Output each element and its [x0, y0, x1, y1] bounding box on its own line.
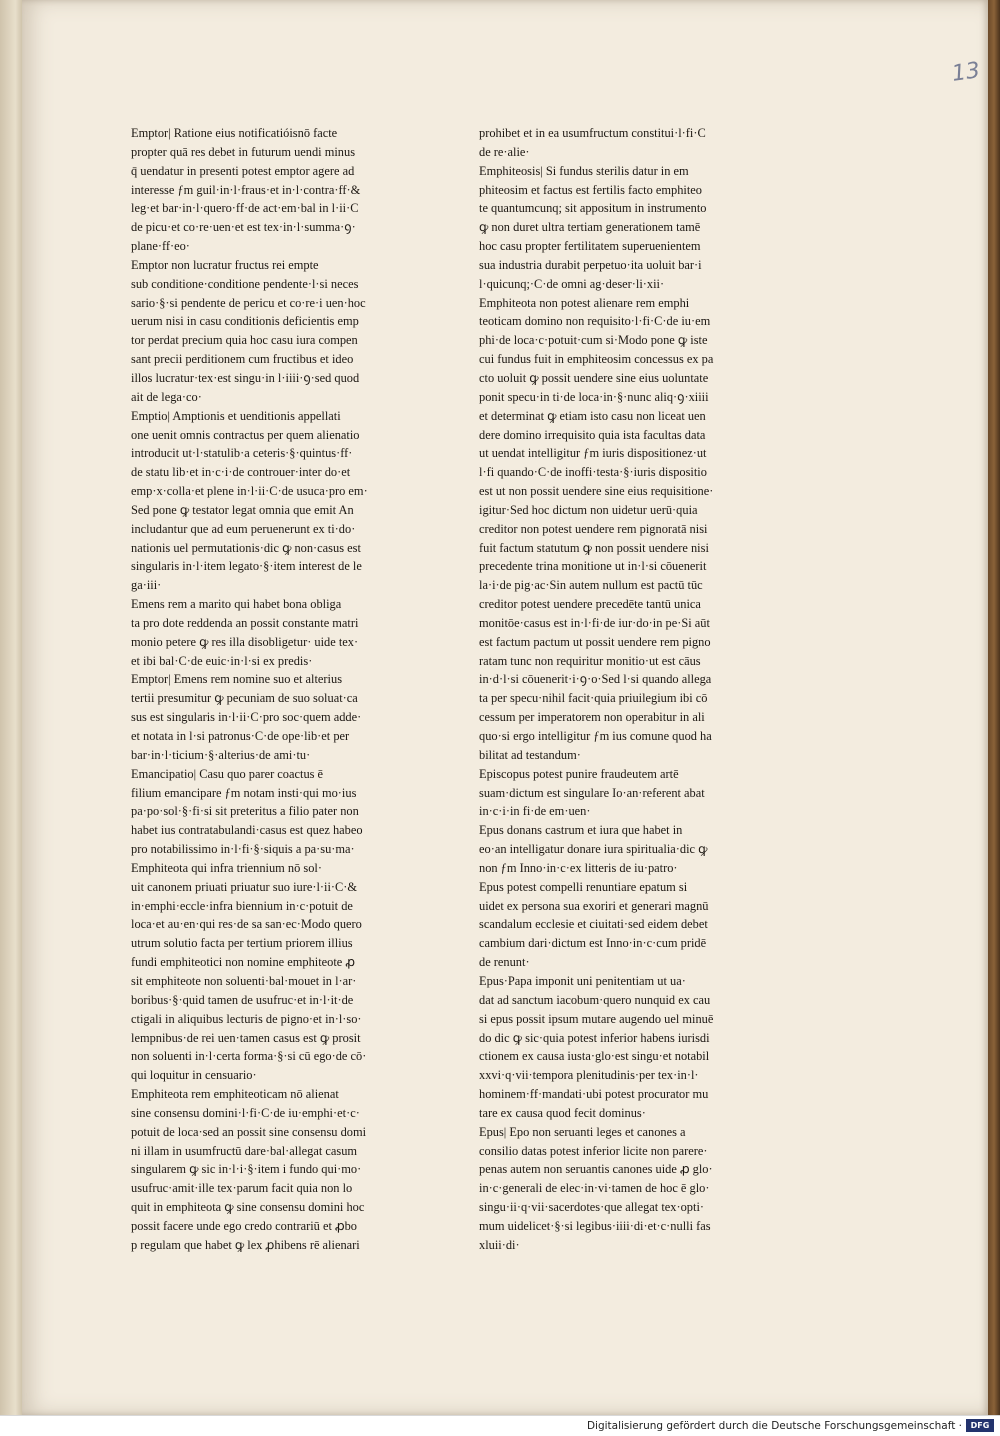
text-line: si epus possit ipsum mutare augendo uel minuē [479, 1011, 714, 1026]
text-line: pa·po·sol·§·fi·si sit preteritus a filio pater non [131, 804, 359, 819]
text-line: lempnibus·de rei uen·tamen casus est ꝙ prosit [131, 1030, 361, 1045]
text-line: introducit ut·l·statulib·a ceteris·§·quintus·ff· [131, 446, 353, 461]
text-line: hominem·ff·mandati·ubi potest procurator mu [479, 1087, 709, 1102]
text-line: Episcopus potest punire fraudeutem artē [479, 766, 679, 781]
text-line: Epus potest compelli renuntiare epatum si [479, 879, 688, 894]
text-line: Epus donans castrum et iura que habet in [479, 823, 683, 838]
text-line: cessum per imperatorem non operabitur in ali [479, 710, 705, 725]
text-line: Sed pone ꝙ testator legat omnia que emit An [131, 502, 354, 517]
text-line: ga·iii· [131, 578, 162, 593]
text-line: eo·an intelligatur donare iura spiritualia·dic ꝙ [479, 842, 708, 857]
text-line: Emphiteota rem emphiteoticam nō alienat [131, 1087, 339, 1102]
text-line: bilitat ad testandum· [479, 747, 581, 762]
text-line: ctionem ex causa iusta·glo·est singu·et notabil [479, 1049, 710, 1064]
text-line: dat ad sanctum iacobum·quero nunquid ex cau [479, 992, 711, 1007]
text-line: xluii·di· [479, 1237, 520, 1252]
text-line: cui fundus fuit in emphiteosim concessus ex pa [479, 352, 714, 367]
left-text-column [131, 124, 417, 1255]
text-line: sua industria durabit perpetuo·ita uoluit bar·i [479, 257, 702, 272]
text-line: igitur·Sed hoc dictum non uidetur uerū·quia [479, 502, 698, 517]
text-line: p regulam que habet ꝙ lex ꝓhibens rē alienari [131, 1237, 360, 1252]
text-line: ut uendat intelligitur ƒm iuris dispositionez·ut [479, 446, 707, 461]
text-line: quo·si ergo intelligitur ƒm ius comune quod ha [479, 729, 712, 743]
text-line: filium emancipare ƒm notam insti·qui mo·ius [131, 785, 357, 800]
text-line: ni illam in usumfructū dare·bal·allegat casum [131, 1143, 358, 1158]
text-line: singularem ꝙ sic in·l·i·§·item i fundo qui·mo· [131, 1162, 362, 1177]
text-line: sant precii perditionem cum fructibus et ideo [131, 352, 354, 367]
text-line: fuit factum statutum ꝙ non possit uendere nisi [479, 540, 709, 555]
text-line: in·d·l·si cōuenerit·i·ꝯ·o·Sed l·si quando allega [479, 672, 712, 687]
text-line: one uenit omnis contractus per quem alienatio [131, 427, 360, 442]
text-line: fundi emphiteotici non nomine emphiteote ꝓ [131, 955, 355, 970]
text-line: tertii presumitur ꝙ pecuniam de suo soluat·ca [131, 691, 358, 706]
text-line: usufruc·amit·ille tex·parum facit quia non lo [131, 1181, 353, 1196]
text-line: suam·dictum est singulare Io·an·referent abat [479, 785, 705, 800]
text-line: ratam tunc non requiritur monitio·ut est cāus [479, 653, 701, 668]
text-line: sus est singularis in·l·ii·C·pro soc·quem adde· [131, 710, 362, 725]
text-line: includantur que ad eum peruenerunt ex ti·do· [131, 521, 356, 536]
text-line: habet ius contratabulandi·casus est quez habeo [131, 823, 363, 838]
text-line: prohibet et in ea usumfructum constitui·l·fi·C [479, 126, 706, 140]
dfg-logo: DFG [966, 1419, 994, 1432]
text-line: nationis uel permutationis·dic ꝙ non·casus est [131, 540, 361, 555]
text-line: ait de lega·co· [131, 389, 202, 404]
text-line: uidet ex persona sua exoriri et generari magnū [479, 898, 709, 913]
text-line: est factum pactum ut possit uendere rem pigno [479, 634, 711, 649]
text-line: cambium dari·dictum est Inno·in·c·cum pridē [479, 936, 707, 951]
text-line: Emens rem a marito qui habet bona obliga [131, 597, 342, 612]
text-line: plane·ff·eo· [131, 239, 190, 254]
text-line: cto uoluit ꝙ possit uendere sine eius uoluntate [479, 370, 709, 385]
text-line: phiteosim et factus est fertilis facto emphiteo [479, 182, 702, 197]
text-line: Emancipatio| Casu quo parer coactus ē [131, 766, 324, 781]
text-line: dere domino irrequisito quia ista facultas data [479, 427, 706, 442]
text-line: monio petere ꝙ res illa disobligetur· uide tex· [131, 634, 359, 649]
text-line: Epus·Papa imponit uni penitentiam ut ua· [479, 973, 686, 988]
text-line: teoticam domino non requisito·l·fi·C·de iu·em [479, 314, 711, 329]
text-line: creditor potest uendere precedēte tantū unica [479, 597, 701, 612]
text-line: Epus| Epo non seruanti leges et canones a [479, 1124, 686, 1139]
text-line: propter quā res debet in futurum uendi minus [131, 144, 356, 159]
text-line: ta per specu·nihil facit·quia priuilegium ibi cō [479, 691, 708, 706]
text-line: est ut non possit uendere sine eius requisitione· [479, 484, 714, 499]
text-line: sub conditione·conditione pendente·l·si neces [131, 276, 359, 291]
text-line: Emphiteota qui infra triennium nō sol· [131, 860, 322, 875]
text-line: loca·et au·en·qui res·de sa san·ec·Modo quero [131, 917, 362, 932]
text-line: singu·ii·q·vii·sacerdotes·que allegat tex·opti· [479, 1200, 705, 1215]
text-line: boribus·§·quid tamen de usufruc·et in·l·it·de [131, 992, 354, 1007]
text-line: et ibi bal·C·de euic·in·l·si ex predis· [131, 653, 313, 668]
text-line: Emptor| Emens rem nomine suo et alterius [131, 672, 343, 687]
text-line: do dic ꝙ sic·quia potest inferior habens iurisdi [479, 1030, 710, 1045]
text-line: ponit specu·in ti·de loca·in·§·nunc aliq·ꝯ·xiiii [479, 389, 709, 404]
text-line: de statu lib·et in·c·i·de controuer·inter do·et [131, 465, 351, 480]
text-line: Emphiteosis| Si fundus sterilis datur in em [479, 163, 689, 178]
text-line: Emptor non lucratur fructus rei empte [131, 257, 319, 272]
text-line: interesse ƒm guil·in·l·fraus·et in·l·contra·ff·& [131, 182, 361, 197]
text-line: creditor non potest uendere rem pignoratā nisi [479, 521, 708, 536]
text-line: q̄ uendatur in presenti potest emptor agere ad [131, 163, 355, 178]
folio-mark: 13 [950, 58, 982, 87]
text-line: de picu·et co·re·uen·et est tex·in·l·summa·ꝯ· [131, 220, 356, 235]
text-line: non soluenti in·l·certa forma·§·si cū ego·de cō· [131, 1049, 367, 1064]
text-line: penas autem non seruantis canones uide ꝓ glo· [479, 1162, 713, 1177]
text-line: l·quicunq;·C·de omni ag·deser·li·xii· [479, 276, 665, 291]
text-line: leg·et bar·in·l·quero·ff·de act·em·bal in l·ii·C [131, 201, 359, 216]
text-line: precedente trina monitione ut in·l·si cōuenerit [479, 559, 707, 574]
text-line: Emphiteota non potest alienare rem emphi [479, 295, 690, 310]
text-line: emp·x·colla·et plene in·l·ii·C·de usuca·pro em· [131, 484, 368, 499]
text-line: quit in emphiteota ꝙ sine consensu domini hoc [131, 1200, 365, 1215]
text-line: in·c·i·in fi·de em·uen· [479, 804, 591, 819]
text-line: illos lucratur·tex·est singu·in l·iiii·ꝯ·sed quod [131, 370, 360, 385]
text-line: monitōe·casus est in·l·fi·de iur·do·in pe·Si aūt [479, 615, 710, 630]
text-line: bar·in·l·ticium·§·alterius·de ami·tu· [131, 747, 311, 762]
text-line: phi·de loca·c·potuit·cum si·Modo pone ꝙ iste [479, 333, 708, 348]
text-line: ꝙ non duret ultra tertiam generationem tamē [479, 220, 701, 235]
text-line: sine consensu domini·l·fi·C·de iu·emphi·et·c· [131, 1105, 360, 1120]
footer-bar [0, 1415, 1000, 1436]
right-text-column [479, 124, 765, 1255]
text-line: Emptor| Ratione eius notificatióisnō facte [131, 126, 338, 140]
funding-credit: Digitalisierung gefördert durch die Deutsche Forschungsgemeinschaft · [586, 1420, 962, 1432]
text-line: tare ex causa quod fecit dominus· [479, 1105, 646, 1120]
text-line: possit facere unde ego credo contrariū et ꝓbo [131, 1218, 357, 1233]
text-line: utrum solutio facta per tertium priorem illius [131, 936, 353, 951]
text-line: consilio datas potest inferior licite non parere· [479, 1143, 708, 1158]
text-line: in·emphi·eccle·infra biennium in·c·potuit de [131, 898, 353, 913]
text-line: et notata in l·si patronus·C·de ope·lib·et per [131, 729, 350, 743]
text-line: Emptio| Amptionis et uenditionis appellati [131, 408, 341, 423]
text-line: singularis in·l·item legato·§·item interest de le [131, 559, 362, 574]
text-line: pro notabilissimo in·l·fi·§·siquis a pa·su·ma· [131, 842, 355, 857]
text-line: uerum nisi in casu conditionis deficientis emp [131, 314, 359, 329]
text-line: xxvi·q·vii·tempora plenitudinis·per tex·in·l· [479, 1068, 699, 1083]
text-line: de renunt· [479, 955, 530, 970]
text-line: tor perdat precium quia hoc casu iura compen [131, 333, 358, 348]
text-line: scandalum ecclesie et ciuitati·sed eidem debet [479, 917, 708, 932]
text-line: qui loquitur in censuario· [131, 1068, 257, 1083]
text-line: et determinat ꝙ etiam isto casu non liceat uen [479, 408, 706, 423]
text-line: hoc casu propter fertilitatem superuenientem [479, 239, 701, 254]
text-line: la·i·de pig·ac·Sin autem nullum est pactū tūc [479, 578, 703, 593]
text-line: ta pro dote reddenda an possit constante matri [131, 615, 359, 630]
text-line: de re·alie· [479, 144, 530, 159]
text-line: in·c·generali de elec·in·vi·tamen de hoc ē glo· [479, 1181, 710, 1196]
text-line: te quantumcunq; sit appositum in instrumento [479, 201, 707, 216]
text-line: l·fi quando·C·de inoffi·testa·§·iuris dispositio [479, 465, 707, 480]
text-line: potuit de loca·sed an possit sine consensu domi [131, 1124, 367, 1139]
text-line: mum uidelicet·§·si legibus·iiii·di·et·c·nulli fas [479, 1218, 711, 1233]
text-line: sit emphiteote non soluenti·bal·mouet in l·ar· [131, 973, 357, 988]
page-edge [988, 0, 1000, 1415]
text-line: ctigali in aliquibus lecturis de pigno·et in·l·so· [131, 1011, 362, 1026]
text-line: uit canonem priuati priuatur suo iure·l·ii·C·& [131, 879, 358, 894]
text-line: non ƒm Inno·in·c·ex litteris de iu·patro· [479, 860, 678, 875]
text-line: sario·§·si pendente de pericu et co·re·i uen·hoc [131, 295, 366, 310]
